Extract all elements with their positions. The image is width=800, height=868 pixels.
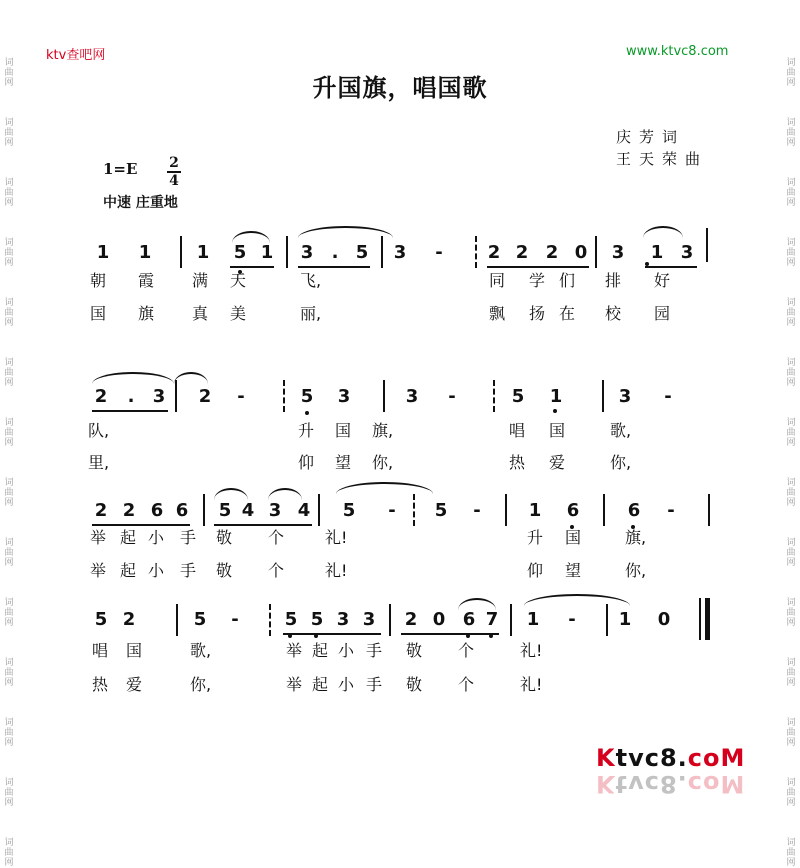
watermark-glyph-group: 词 曲 网 xyxy=(4,358,14,388)
note: 3 xyxy=(393,242,407,263)
lyric-syllable: 飞, xyxy=(300,271,322,290)
note: 6 xyxy=(462,609,476,630)
note: 4 xyxy=(297,500,311,521)
repeat-bar-line xyxy=(413,494,415,526)
octave-dot xyxy=(314,634,318,638)
note: 3 xyxy=(152,386,166,407)
watermark-glyph-group: 词 曲 网 xyxy=(4,718,14,748)
note: 6 xyxy=(175,500,189,521)
lyric-syllable: 真 xyxy=(191,304,208,323)
slur-arc xyxy=(232,231,270,243)
watermark-glyph-group: 词 曲 网 xyxy=(786,658,796,688)
lyric-syllable: 唱 xyxy=(508,421,525,440)
note: 4 xyxy=(241,500,255,521)
lyric-syllable: 仰 xyxy=(526,561,543,580)
watermark-glyph-group: 词 曲 网 xyxy=(786,478,796,508)
note: 2 xyxy=(515,242,529,263)
lyric-syllable: 仰 xyxy=(297,453,314,472)
lyric-syllable: 个 xyxy=(267,561,284,580)
note: 2 xyxy=(94,500,108,521)
watermark-glyph-group: 词 曲 网 xyxy=(786,538,796,568)
note: 3 xyxy=(300,242,314,263)
watermark-glyph-group: 词 曲 网 xyxy=(4,58,14,88)
lyric-syllable: 园 xyxy=(653,304,670,323)
bar-line xyxy=(510,604,512,636)
lyric-syllable: 满 xyxy=(191,271,208,290)
note: 3 xyxy=(618,386,632,407)
bar-line xyxy=(595,236,597,268)
lyric-syllable: 美 xyxy=(229,304,246,323)
site-url-right[interactable]: www.ktvc8.com xyxy=(626,44,729,59)
watermark-glyph-group: 词 曲 网 xyxy=(786,58,796,88)
note: 3 xyxy=(680,242,694,263)
tempo-marking: 中速 庄重地 xyxy=(103,195,178,211)
lyric-syllable: 举 xyxy=(285,675,302,694)
note: 1 xyxy=(96,242,110,263)
watermark-glyph-group: 词 曲 网 xyxy=(4,538,14,568)
repeat-bar-line xyxy=(269,604,271,636)
lyric-syllable: 举 xyxy=(89,561,106,580)
note: - xyxy=(237,386,245,407)
lyric-syllable: 举 xyxy=(285,641,302,660)
lyric-syllable: 学 xyxy=(528,271,545,290)
note: 0 xyxy=(432,609,446,630)
beam-underline xyxy=(92,524,190,526)
beam-underline xyxy=(92,410,168,412)
note: 2 xyxy=(94,386,108,407)
watermark-glyph-group: 词 曲 网 xyxy=(786,418,796,448)
note: - xyxy=(568,609,576,630)
beam-underline xyxy=(645,266,697,268)
bar-line xyxy=(286,236,288,268)
note: 1 xyxy=(618,609,632,630)
beam-underline xyxy=(401,633,499,635)
final-bar-thick xyxy=(705,598,710,640)
note: 5 xyxy=(300,386,314,407)
ktvc8-logo: Ktvc8.coM xyxy=(596,744,746,772)
lyric-syllable: 举 xyxy=(89,528,106,547)
lyric-syllable: 敬 xyxy=(215,528,232,547)
note: 5 xyxy=(434,500,448,521)
note: 1 xyxy=(526,609,540,630)
note: . xyxy=(331,242,339,263)
note: - xyxy=(388,500,396,521)
lyric-syllable: 起 xyxy=(119,528,136,547)
lyric-syllable: 敬 xyxy=(405,641,422,660)
lyric-syllable: 歌, xyxy=(610,421,632,440)
note: 3 xyxy=(337,386,351,407)
note: 5 xyxy=(193,609,207,630)
slur-arc xyxy=(643,226,683,238)
note: 1 xyxy=(650,242,664,263)
watermark-glyph-group: 词 曲 网 xyxy=(786,238,796,268)
lyric-syllable: 同 xyxy=(488,271,505,290)
lyric-syllable: 排 xyxy=(604,271,621,290)
lyric-syllable: 飘 xyxy=(488,304,505,323)
lyric-syllable: 你, xyxy=(372,453,394,472)
bar-line xyxy=(381,236,383,268)
note: 7 xyxy=(485,609,499,630)
watermark-glyph-group: 词 曲 网 xyxy=(4,658,14,688)
note: 5 xyxy=(342,500,356,521)
note: 2 xyxy=(122,500,136,521)
lyric-syllable: 礼! xyxy=(520,641,543,660)
watermark-glyph-group: 词 曲 网 xyxy=(4,178,14,208)
watermark-glyph-group: 词 曲 网 xyxy=(786,298,796,328)
watermark-glyph-group: 词 曲 网 xyxy=(786,778,796,808)
lyric-syllable: 小 xyxy=(337,675,354,694)
beam-underline xyxy=(487,266,589,268)
octave-dot xyxy=(466,634,470,638)
octave-dot xyxy=(645,262,649,266)
lyric-syllable: 丽, xyxy=(300,304,322,323)
beam-underline xyxy=(283,633,381,635)
note: - xyxy=(667,500,675,521)
lyric-syllable: 们 xyxy=(558,271,575,290)
slur-arc xyxy=(336,482,433,494)
lyric-syllable: 你, xyxy=(610,453,632,472)
watermark-glyph-group: 词 曲 网 xyxy=(4,118,14,148)
lyric-syllable: 在 xyxy=(558,304,575,323)
note: - xyxy=(231,609,239,630)
note: - xyxy=(435,242,443,263)
lyric-syllable: 热 xyxy=(91,675,108,694)
watermark-glyph-group: 词 曲 网 xyxy=(786,718,796,748)
note: 2 xyxy=(404,609,418,630)
watermark-glyph-group: 词 曲 网 xyxy=(4,838,14,868)
repeat-bar-line xyxy=(475,236,477,268)
note: 5 xyxy=(284,609,298,630)
note: 3 xyxy=(611,242,625,263)
bar-line xyxy=(203,494,205,526)
note: 5 xyxy=(233,242,247,263)
bar-line xyxy=(606,604,608,636)
beam-underline xyxy=(298,266,370,268)
watermark-glyph-group: 词 曲 网 xyxy=(4,598,14,628)
right-watermark-strip xyxy=(784,0,798,868)
note: 5 xyxy=(511,386,525,407)
note: - xyxy=(664,386,672,407)
bar-line xyxy=(175,380,177,412)
watermark-glyph-group: 词 曲 网 xyxy=(4,778,14,808)
octave-dot xyxy=(489,634,493,638)
watermark-glyph-group: 词 曲 网 xyxy=(4,298,14,328)
lyric-syllable: 旗, xyxy=(625,528,647,547)
lyric-syllable: 礼! xyxy=(325,561,348,580)
note: 5 xyxy=(94,609,108,630)
credits xyxy=(616,126,708,170)
note: 5 xyxy=(310,609,324,630)
lyric-syllable: 小 xyxy=(147,528,164,547)
bar-line xyxy=(706,228,708,262)
note: 1 xyxy=(138,242,152,263)
watermark-glyph-group: 词 曲 网 xyxy=(786,358,796,388)
lyric-syllable: 起 xyxy=(311,641,328,660)
note: 3 xyxy=(362,609,376,630)
bar-line xyxy=(176,604,178,636)
lyric-syllable: 升 xyxy=(526,528,543,547)
lyric-syllable: 国 xyxy=(564,528,581,547)
watermark-glyph-group: 词 曲 网 xyxy=(4,478,14,508)
lyric-syllable: 个 xyxy=(457,641,474,660)
bar-line xyxy=(389,604,391,636)
lyric-syllable: 手 xyxy=(365,641,382,660)
octave-dot xyxy=(553,409,557,413)
lyric-syllable: 敬 xyxy=(405,675,422,694)
note: 2 xyxy=(545,242,559,263)
lyricist-credit: 庆芳词 xyxy=(616,128,686,146)
octave-dot xyxy=(305,411,309,415)
bar-line xyxy=(708,494,710,526)
note: 2 xyxy=(122,609,136,630)
lyric-syllable: 个 xyxy=(267,528,284,547)
lyric-syllable: 国 xyxy=(334,421,351,440)
slur-arc xyxy=(174,372,208,384)
lyric-syllable: 里, xyxy=(88,453,110,472)
beam-underline xyxy=(230,266,274,268)
note: 6 xyxy=(566,500,580,521)
note: 2 xyxy=(198,386,212,407)
key-signature: 1=E xyxy=(103,160,138,178)
lyric-syllable: 望 xyxy=(564,561,581,580)
lyric-syllable: 礼! xyxy=(325,528,348,547)
song-title: 升国旗，唱国歌 xyxy=(312,74,488,102)
bar-line xyxy=(180,236,182,268)
note: 1 xyxy=(549,386,563,407)
ktvc8-logo-reflection: Ktvc8.coM xyxy=(596,770,746,798)
watermark-glyph-group: 词 曲 网 xyxy=(786,838,796,868)
beam-underline xyxy=(214,524,312,526)
note: 5 xyxy=(218,500,232,521)
lyric-syllable: 起 xyxy=(119,561,136,580)
slur-arc xyxy=(524,594,630,606)
lyric-syllable: 手 xyxy=(179,528,196,547)
lyric-syllable: 国 xyxy=(125,641,142,660)
lyric-syllable: 你, xyxy=(625,561,647,580)
lyric-syllable: 敬 xyxy=(215,561,232,580)
slur-arc xyxy=(298,226,393,238)
slur-arc xyxy=(268,488,302,500)
repeat-bar-line xyxy=(283,380,285,412)
bar-line xyxy=(318,494,320,526)
lyric-syllable: 礼! xyxy=(520,675,543,694)
lyric-syllable: 小 xyxy=(337,641,354,660)
lyric-syllable: 手 xyxy=(179,561,196,580)
lyric-syllable: 国 xyxy=(548,421,565,440)
lyric-syllable: 你, xyxy=(190,675,212,694)
lyric-syllable: 好 xyxy=(653,271,670,290)
lyric-syllable: 唱 xyxy=(91,641,108,660)
lyric-syllable: 热 xyxy=(508,453,525,472)
note: 5 xyxy=(355,242,369,263)
watermark-glyph-group: 词 曲 网 xyxy=(786,178,796,208)
note: 3 xyxy=(405,386,419,407)
final-bar-thin xyxy=(699,598,701,640)
time-signature xyxy=(167,156,181,188)
lyric-syllable: 国 xyxy=(89,304,106,323)
lyric-syllable: 手 xyxy=(365,675,382,694)
bar-line xyxy=(603,494,605,526)
note: 6 xyxy=(150,500,164,521)
lyric-syllable: 朝 xyxy=(89,271,106,290)
note: 1 xyxy=(260,242,274,263)
time-top: 2 xyxy=(169,155,179,171)
lyric-syllable: 望 xyxy=(334,453,351,472)
lyric-syllable: 升 xyxy=(297,421,314,440)
watermark-glyph-group: 词 曲 网 xyxy=(786,598,796,628)
watermark-glyph-group: 词 曲 网 xyxy=(4,238,14,268)
bar-line xyxy=(602,380,604,412)
lyric-syllable: 个 xyxy=(457,675,474,694)
note: . xyxy=(127,386,135,407)
note: 1 xyxy=(528,500,542,521)
lyric-syllable: 旗, xyxy=(372,421,394,440)
lyric-syllable: 旗 xyxy=(137,304,154,323)
lyric-syllable: 歌, xyxy=(190,641,212,660)
slur-arc xyxy=(458,598,496,610)
lyric-syllable: 爱 xyxy=(125,675,142,694)
lyric-syllable: 队, xyxy=(88,421,110,440)
note: 0 xyxy=(574,242,588,263)
note: 3 xyxy=(336,609,350,630)
octave-dot xyxy=(288,634,292,638)
note: 1 xyxy=(196,242,210,263)
site-name-left[interactable]: ktv查吧网 xyxy=(46,48,106,63)
note: 3 xyxy=(268,500,282,521)
lyric-syllable: 天 xyxy=(229,271,246,290)
slur-arc xyxy=(92,372,174,384)
lyric-syllable: 校 xyxy=(604,304,621,323)
lyric-syllable: 小 xyxy=(147,561,164,580)
composer-credit: 王天荣曲 xyxy=(616,150,709,168)
bar-line xyxy=(505,494,507,526)
note: 0 xyxy=(657,609,671,630)
note: - xyxy=(448,386,456,407)
repeat-bar-line xyxy=(493,380,495,412)
watermark-glyph-group: 词 曲 网 xyxy=(786,118,796,148)
lyric-syllable: 霞 xyxy=(137,271,154,290)
slur-arc xyxy=(214,488,248,500)
note: 6 xyxy=(627,500,641,521)
note: 2 xyxy=(487,242,501,263)
lyric-syllable: 起 xyxy=(311,675,328,694)
time-bottom: 4 xyxy=(169,173,179,189)
lyric-syllable: 爱 xyxy=(548,453,565,472)
left-watermark-strip xyxy=(2,0,16,868)
lyric-syllable: 扬 xyxy=(528,304,545,323)
watermark-glyph-group: 词 曲 网 xyxy=(4,418,14,448)
note: - xyxy=(473,500,481,521)
bar-line xyxy=(383,380,385,412)
